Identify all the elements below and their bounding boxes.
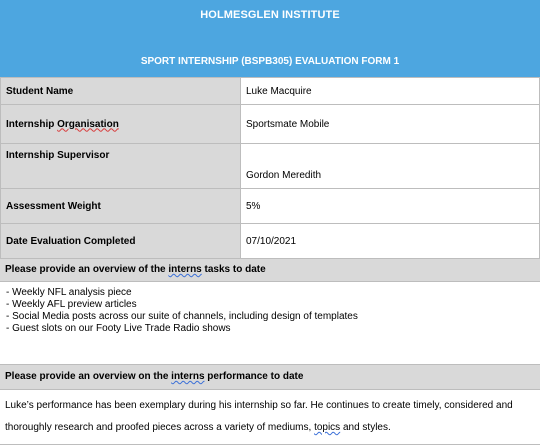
divider (0, 444, 540, 445)
student-name-value: Luke Macquire (241, 78, 540, 105)
table-row (1, 105, 540, 144)
performance-text (5, 395, 535, 439)
paragraph-text: and styles. (340, 422, 391, 433)
heading-text: tasks to date (201, 264, 266, 275)
table-row (1, 224, 540, 259)
table-row (1, 144, 540, 189)
spellcheck-flagged-word: interns (168, 264, 202, 275)
list-item: - Guest slots on our Footy Live Trade Radio shows (6, 323, 231, 334)
tasks-list (6, 287, 358, 335)
student-name-label: Student Name (1, 78, 241, 105)
paragraph-text: Luke’s performance has been exemplary during his internship so far. He continues to create timely, considered and thoroughly research and proofed pieces across a variety of mediums, (5, 400, 513, 433)
date-evaluation-label: Date Evaluation Completed (1, 224, 241, 259)
label-text: Internship (6, 118, 58, 130)
spellcheck-flagged-word: interns (171, 371, 205, 382)
heading-text: performance to date (204, 371, 304, 382)
list-item: - Weekly AFL preview articles (6, 299, 137, 310)
spellcheck-flagged-word: Organisation (57, 118, 119, 130)
assessment-weight-label: Assessment Weight (1, 189, 241, 224)
heading-text: Please provide an overview on the (5, 371, 172, 382)
internship-organisation-value: Sportsmate Mobile (241, 105, 540, 144)
internship-supervisor-label: Internship Supervisor (1, 144, 241, 189)
performance-section-heading (0, 364, 540, 390)
student-info-table (0, 77, 540, 259)
internship-supervisor-value: Gordon Meredith (241, 144, 540, 189)
list-item: - Social Media posts across our suite of channels, including design of templates (6, 311, 358, 322)
table-row (1, 189, 540, 224)
assessment-weight-value: 5% (241, 189, 540, 224)
institute-name: HOLMESGLEN INSTITUTE (200, 9, 340, 21)
list-item: - Weekly NFL analysis piece (6, 287, 132, 298)
form-header (0, 0, 540, 77)
tasks-section-heading (0, 258, 540, 282)
spellcheck-flagged-word: topics (314, 422, 341, 433)
form-title: SPORT INTERNSHIP (BSPB305) EVALUATION FORM 1 (140, 56, 400, 67)
internship-organisation-label (1, 105, 241, 144)
table-row (1, 78, 540, 105)
date-evaluation-value: 07/10/2021 (241, 224, 540, 259)
heading-text: Please provide an overview of the (5, 264, 169, 275)
